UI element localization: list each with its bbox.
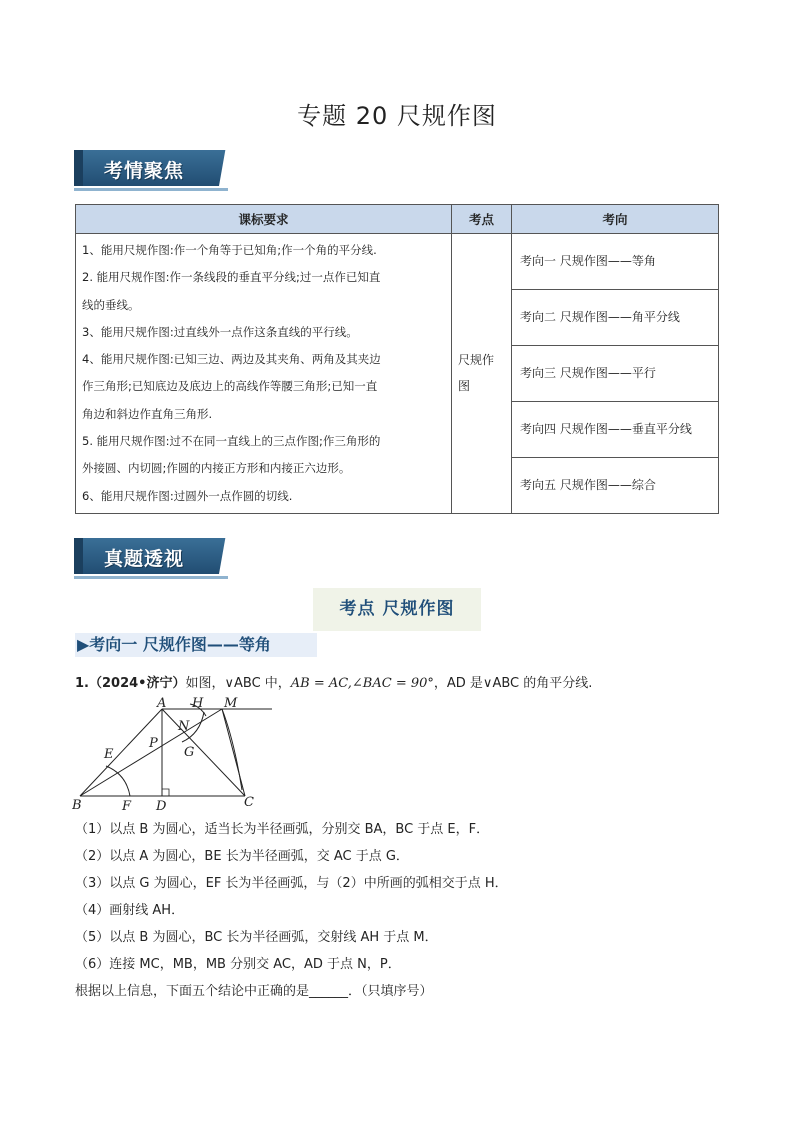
question-step: （6）连接 MC，MB，MB 分别交 AC，AD 于点 N，P． [75,957,401,972]
requirement-line: 角边和斜边作直角三角形. [82,406,213,421]
geometry-figure [72,692,272,812]
label-c: C [244,795,254,810]
direction-cell: 考向三 尺规作图——平行 [512,345,719,401]
direction-cell: 考向四 尺规作图——垂直平分线 [512,401,719,457]
segment-mc [222,709,245,796]
segment-ab [80,709,162,796]
direction-cell: 考向一 尺规作图——等角 [512,234,719,290]
banner-stripe [74,188,228,191]
requirement-line: 1、能用尺规作图:作一个角等于已知角;作一个角的平分线. [82,243,377,257]
label-d: D [156,799,167,812]
label-p: P [149,736,158,751]
requirements-cell [76,234,452,514]
right-angle-mark [162,789,169,796]
header-kaodian: 考点 [452,205,512,234]
table-row [76,234,719,290]
banner-label: 真题透视 [104,548,185,570]
page-title: 专题 20 尺规作图 [297,102,497,130]
label-f: F [122,799,132,812]
requirements-table [75,204,719,514]
direction-cell: 考向二 尺规作图——角平分线 [512,289,719,345]
question-condition: AB = AC,∠BAC = 90° [290,676,434,691]
section-banner-focus [74,150,228,190]
question-text: 如图，∨ABC 中， [185,676,291,691]
arc-ef [106,766,130,796]
direction-cell: 考向五 尺规作图——综合 [512,457,719,513]
question-source: （2024•济宁） [88,676,186,691]
label-n: N [178,719,190,734]
requirement-line: 外接圆、内切圆;作圆的内接正方形和内接正六边形。 [82,461,351,476]
kaodian-cell: 尺规作图 [452,234,512,514]
label-g: G [184,745,195,760]
question-step: （4）画射线 AH． [75,903,185,918]
question-intro [75,672,592,691]
banner-label: 考情聚焦 [104,160,185,182]
header-direction: 考向 [512,205,719,234]
question-text: ，AD 是∨ABC 的角平分线. [433,676,593,691]
requirement-line: 2. 能用尺规作图:作一条线段的垂直平分线;过一点作已知直 [82,270,381,285]
question-number: 1. [75,676,89,691]
question-closing: 根据以上信息，下面五个结论中正确的是______．（只填序号） [75,984,433,999]
label-h: H [192,696,204,711]
banner-edge [74,150,83,186]
requirement-line: 5. 能用尺规作图:过不在同一直线上的三点作图;作三角形的 [82,434,381,449]
question-step: （3）以点 G 为圆心，EF 长为半径画弧，与（2）中所画的弧相交于点 H． [75,876,508,891]
requirement-line: 3、能用尺规作图:过直线外一点作这条直线的平行线。 [82,324,358,339]
question-step: （2）以点 A 为圆心，BE 长为半径画弧，交 AC 于点 G． [75,849,409,864]
header-requirements: 课标要求 [76,205,452,234]
banner-stripe [74,576,228,579]
label-e: E [104,747,114,762]
segment-ac [162,709,245,796]
table-header-row [76,205,719,234]
label-a: A [157,696,167,711]
requirement-line: 4、能用尺规作图:已知三边、两边及其夹角、两角及其夹边 [82,352,381,367]
banner-edge [74,538,83,574]
question-step: （1）以点 B 为圆心，适当长为半径画弧，分别交 BA，BC 于点 E，F． [75,822,490,837]
requirement-line: 线的垂线。 [82,297,140,312]
requirement-line: 作三角形;已知底边及底边上的高线作等腰三角形;已知一直 [82,379,378,394]
label-m: M [224,696,238,711]
section-banner-exam [74,538,228,578]
direction-heading: ▶考向一 尺规作图——等角 [75,633,317,657]
question-step: （5）以点 B 为圆心，BC 长为半径画弧，交射线 AH 于点 M． [75,930,438,945]
label-b: B [72,798,82,812]
requirement-line: 6、能用尺规作图:过圆外一点作圆的切线. [82,488,293,503]
topic-subtitle: 考点 尺规作图 [313,588,481,631]
